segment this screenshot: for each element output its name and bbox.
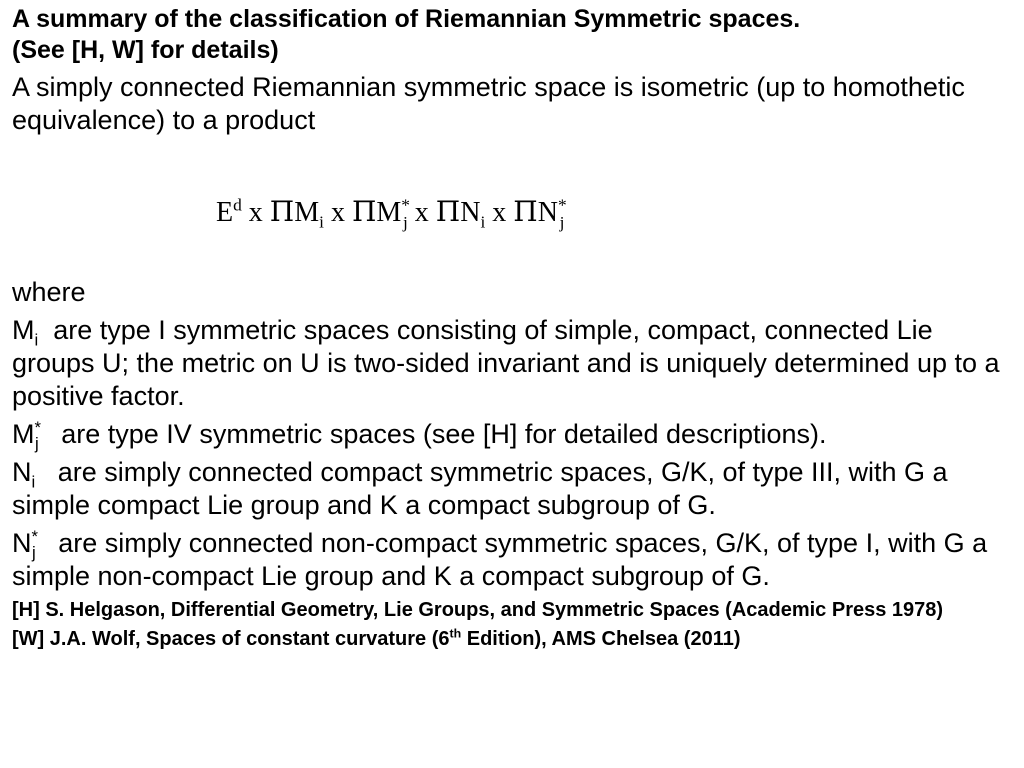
reference-W: [W] J.A. Wolf, Spaces of constant curvature (6th Edition), AMS Chelsea (2011) [12,626,741,650]
definition-Mstarj: $M^*_j$ are type IV symmetric spaces (see [H] for detailed descriptions). [12,418,827,454]
slide [12,4,1016,651]
title-line-2: (See [H, W] for details) [12,36,279,64]
slide-title [12,4,1016,66]
reference-H: [H] S. Helgason, Differential Geometry, Lie Groups, and Symmetric Spaces (Academic Press 1978) [12,599,944,621]
definition-Mi: $M_i$ are type I symmetric spaces consisting of simple, compact, connected Lie groups U; the metric on U is two-sided invariant and is uniquely determined up to a positive factor. [12,315,1000,411]
title-line-1: A summary of the classification of Riemannian Symmetric spaces. [12,5,801,33]
where-label: where [12,277,86,307]
definition-Ni: $N_i$ are simply connected compact symmetric spaces, G/K, of type III, with G a simple compact Lie group and K a compact subgroup of G. [12,457,948,520]
product-formula: $E^d$ x $\Pi M_i$ x $\Pi M^*_j$ x $\Pi N_i$ x $\Pi N^*_j$ [216,195,567,232]
intro-paragraph: A simply connected Riemannian symmetric space is isometric (up to homothetic equivalence) to a product [12,72,965,135]
definition-Nstarj: $N^*_j$ are simply connected non-compact symmetric spaces, G/K, of type I, with G a simple non-compact Lie group and K a compact subgroup of G. [12,527,988,591]
